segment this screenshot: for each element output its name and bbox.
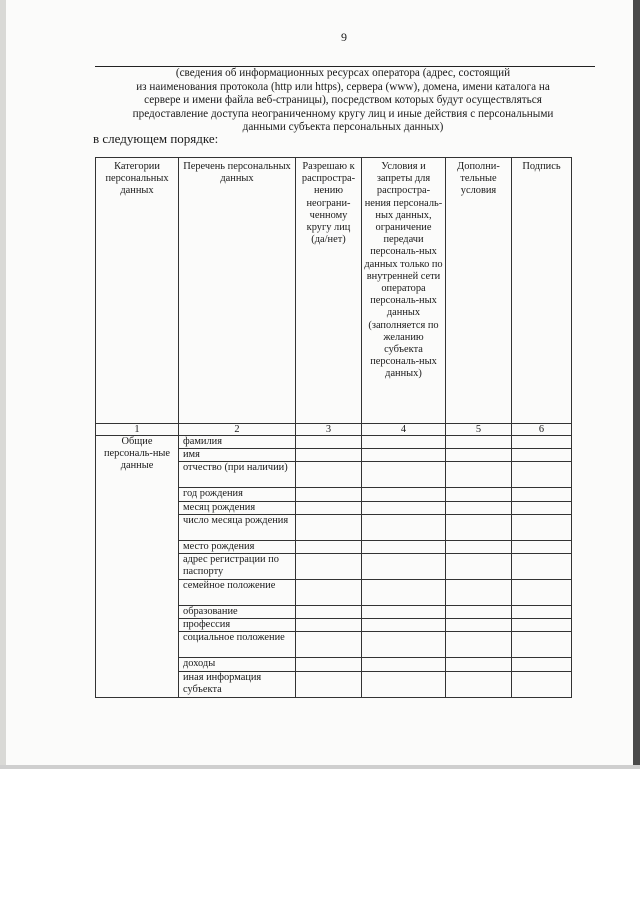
signature-cell[interactable] bbox=[512, 449, 572, 462]
column-number: 4 bbox=[362, 424, 446, 436]
data-item-cell: иная информация субъекта bbox=[179, 671, 296, 697]
additional-cell[interactable] bbox=[446, 540, 512, 553]
scan-bottom-edge bbox=[0, 765, 640, 769]
permission-cell[interactable] bbox=[296, 658, 362, 671]
note-line: предоставление доступа неограниченному кругу лиц и иные действия с персональными bbox=[132, 107, 554, 120]
resource-note bbox=[88, 67, 598, 135]
page-number: 9 bbox=[341, 30, 347, 44]
data-item-cell: образование bbox=[179, 606, 296, 619]
header-permission: Разрешаю к распростра-нению неограни-ченному кругу лиц (да/нет) bbox=[296, 158, 362, 424]
signature-cell[interactable] bbox=[512, 436, 572, 449]
permission-cell[interactable] bbox=[296, 449, 362, 462]
header-categories: Категории персональных данных bbox=[96, 158, 179, 424]
note-line: данными субъекта персональных данных) bbox=[242, 121, 444, 134]
additional-cell[interactable] bbox=[446, 449, 512, 462]
header-signature: Подпись bbox=[512, 158, 572, 424]
table-row bbox=[96, 436, 572, 449]
conditions-cell[interactable] bbox=[362, 658, 446, 671]
signature-cell[interactable] bbox=[512, 540, 572, 553]
column-number: 2 bbox=[179, 424, 296, 436]
additional-cell[interactable] bbox=[446, 658, 512, 671]
column-number-row bbox=[96, 424, 572, 436]
signature-cell[interactable] bbox=[512, 488, 572, 501]
data-item-cell: фамилия bbox=[179, 436, 296, 449]
additional-cell[interactable] bbox=[446, 462, 512, 488]
conditions-cell[interactable] bbox=[362, 488, 446, 501]
additional-cell[interactable] bbox=[446, 606, 512, 619]
conditions-cell[interactable] bbox=[362, 449, 446, 462]
data-item-cell: имя bbox=[179, 449, 296, 462]
permission-cell[interactable] bbox=[296, 554, 362, 580]
note-line: (сведения об информационных ресурсах оператора (адрес, состоящий bbox=[175, 67, 511, 79]
personal-data-table bbox=[95, 157, 572, 698]
conditions-cell[interactable] bbox=[362, 632, 446, 658]
conditions-cell[interactable] bbox=[362, 619, 446, 632]
permission-cell[interactable] bbox=[296, 462, 362, 488]
signature-cell[interactable] bbox=[512, 462, 572, 488]
additional-cell[interactable] bbox=[446, 632, 512, 658]
column-number: 1 bbox=[96, 424, 179, 436]
additional-cell[interactable] bbox=[446, 488, 512, 501]
column-number: 5 bbox=[446, 424, 512, 436]
data-item-cell: место рождения bbox=[179, 540, 296, 553]
additional-cell[interactable] bbox=[446, 514, 512, 540]
scan-right-edge bbox=[633, 0, 640, 768]
data-item-cell: отчество (при наличии) bbox=[179, 462, 296, 488]
conditions-cell[interactable] bbox=[362, 554, 446, 580]
permission-cell[interactable] bbox=[296, 632, 362, 658]
header-conditions: Условия и запреты для распростра-нения персональ-ных данных, ограничение передачи персональ-ных данных только по внутренней сети оператора персональ-ных данных (заполняется по желанию субъекта персональ-ных данных) bbox=[362, 158, 446, 424]
signature-cell[interactable] bbox=[512, 514, 572, 540]
additional-cell[interactable] bbox=[446, 554, 512, 580]
conditions-cell[interactable] bbox=[362, 671, 446, 697]
note-line: сервере и имени файла веб-страницы), посредством которых будут осуществляться bbox=[144, 94, 542, 107]
additional-cell[interactable] bbox=[446, 671, 512, 697]
signature-cell[interactable] bbox=[512, 554, 572, 580]
signature-cell[interactable] bbox=[512, 619, 572, 632]
data-item-cell: число месяца рождения bbox=[179, 514, 296, 540]
data-item-cell: год рождения bbox=[179, 488, 296, 501]
data-item-cell: семейное положение bbox=[179, 580, 296, 606]
signature-cell[interactable] bbox=[512, 580, 572, 606]
permission-cell[interactable] bbox=[296, 671, 362, 697]
scan-left-edge bbox=[0, 0, 6, 768]
conditions-cell[interactable] bbox=[362, 540, 446, 553]
permission-cell[interactable] bbox=[296, 606, 362, 619]
additional-cell[interactable] bbox=[446, 436, 512, 449]
additional-cell[interactable] bbox=[446, 619, 512, 632]
signature-cell[interactable] bbox=[512, 658, 572, 671]
signature-cell[interactable] bbox=[512, 632, 572, 658]
column-number: 3 bbox=[296, 424, 362, 436]
category-cell: Общие персональ-ные данные bbox=[96, 436, 179, 698]
header-additional: Дополни-тельные условия bbox=[446, 158, 512, 424]
header-row bbox=[96, 158, 572, 424]
data-item-cell: социальное положение bbox=[179, 632, 296, 658]
note-line: из наименования протокола (http или https), сервера (www), домена, имени каталога на bbox=[136, 80, 550, 93]
conditions-cell[interactable] bbox=[362, 501, 446, 514]
permission-cell[interactable] bbox=[296, 501, 362, 514]
conditions-cell[interactable] bbox=[362, 580, 446, 606]
data-item-cell: адрес регистрации по паспорту bbox=[179, 554, 296, 580]
additional-cell[interactable] bbox=[446, 580, 512, 606]
signature-cell[interactable] bbox=[512, 501, 572, 514]
permission-cell[interactable] bbox=[296, 619, 362, 632]
permission-cell[interactable] bbox=[296, 540, 362, 553]
conditions-cell[interactable] bbox=[362, 606, 446, 619]
order-heading: в следующем порядке: bbox=[93, 131, 219, 146]
conditions-cell[interactable] bbox=[362, 462, 446, 488]
conditions-cell[interactable] bbox=[362, 514, 446, 540]
signature-cell[interactable] bbox=[512, 606, 572, 619]
column-number: 6 bbox=[512, 424, 572, 436]
permission-cell[interactable] bbox=[296, 514, 362, 540]
header-list: Перечень персональных данных bbox=[179, 158, 296, 424]
signature-cell[interactable] bbox=[512, 671, 572, 697]
permission-cell[interactable] bbox=[296, 488, 362, 501]
permission-cell[interactable] bbox=[296, 436, 362, 449]
data-item-cell: профессия bbox=[179, 619, 296, 632]
conditions-cell[interactable] bbox=[362, 436, 446, 449]
additional-cell[interactable] bbox=[446, 501, 512, 514]
data-item-cell: месяц рождения bbox=[179, 501, 296, 514]
permission-cell[interactable] bbox=[296, 580, 362, 606]
data-item-cell: доходы bbox=[179, 658, 296, 671]
